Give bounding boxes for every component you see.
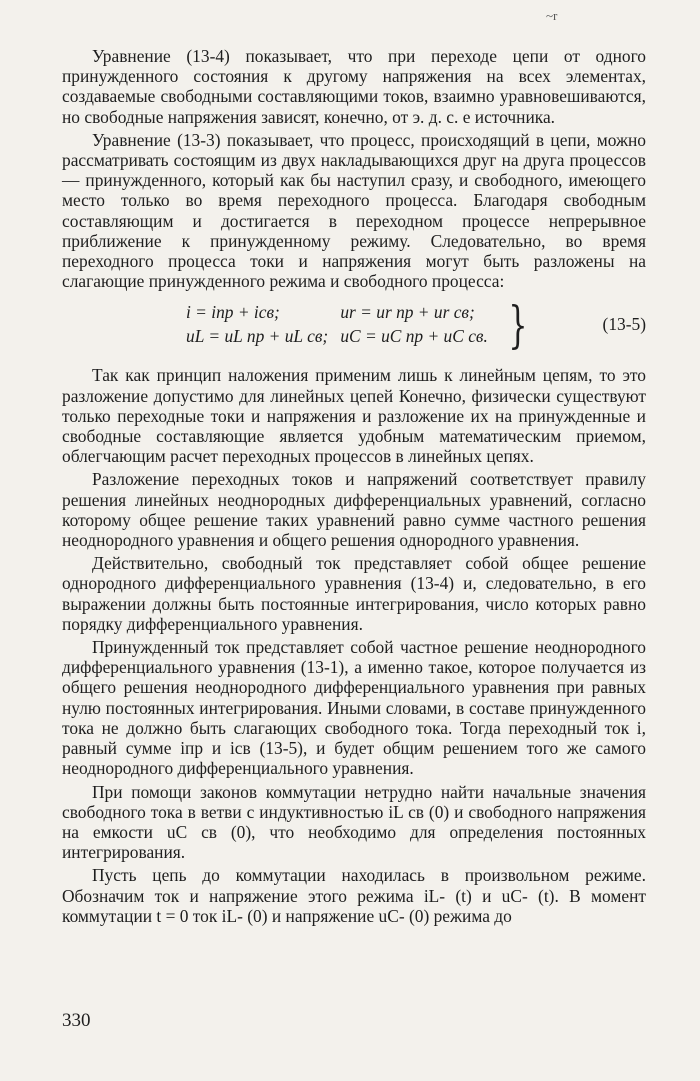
- equation-number: (13-5): [602, 314, 646, 335]
- paragraph: Принужденный ток представляет собой частное решение неоднородного дифференциального уравнения (13-1), а именно такое, которое получается из общего решения неоднородного дифференциального уравнения при равных нулю постоянных интегрирования. Иными словами, в составе принужденного тока не должно быть слагающих свободного тока. Тогда переходный ток i, равный сумме iпр и iсв (13-5), и будет общим решением того же самого неоднородного дифференциального уравнения.: [62, 637, 646, 779]
- equation-line-2: [186, 324, 488, 348]
- equation-13-5: [62, 296, 646, 355]
- equation-lines: [186, 300, 488, 348]
- eq-resistor-voltage: ur = ur пр + ur св;: [340, 302, 475, 323]
- paragraph: Так как принцип наложения применим лишь к линейным цепям, то это разложение допустимо для линейных цепей Конечно, физически существуют только переходные токи и напряжения и разложение их на принужденные и свободные составляющие является удобным математическим приемом, облегчающим расчет переходных процессов в линейных цепях.: [62, 365, 646, 467]
- eq-inductor-voltage: uL = uL пр + uL св;: [186, 326, 329, 347]
- page-number: 330: [62, 1010, 91, 1031]
- eq-current: i = iпр + iсв;: [186, 302, 280, 323]
- paragraph: Уравнение (13-3) показывает, что процесс, происходящий в цепи, можно рассматривать состоящим из двух накладывающихся друг на друга процессов — принужденного, который как бы наступил сразу, и свободного, имеющего место только во время переходного процесса. Благодаря свободным составляющим и достигается в переходном процессе непрерывное приближение к принужденному режиму. Следовательно, во время переходного процесса токи и напряжения могут быть разложены на слагающие принужденного режима и свободного процесса:: [62, 129, 646, 292]
- paragraph: При помощи законов коммутации нетрудно найти начальные значения свободного тока в ветви с индуктивностью iL св (0) и свободного напряжения на емкости uC св (0), что необходимо для определения постоянных интегрирования.: [62, 781, 646, 863]
- corner-mark: ~r: [546, 8, 558, 23]
- paragraph: Действительно, свободный ток представляет собой общее решение однородного дифференциального уравнения (13-4) и, следовательно, в его выражении должны быть постоянные интегрирования, число которых равно порядку дифференциального уравнения.: [62, 553, 646, 634]
- right-brace-icon: }: [508, 296, 528, 355]
- paragraph: Разложение переходных токов и напряжений соответствует правилу решения линейных неоднородных дифференциальных уравнений, согласно которому общее решение таких уравнений равно сумме частного решения неоднородного уравнения и общего решения однородного уравнения.: [62, 469, 646, 551]
- equation-line-1: [186, 300, 488, 324]
- eq-capacitor-voltage: uC = uC пр + uC св.: [340, 326, 488, 347]
- paragraph: Уравнение (13-4) показывает, что при переходе цепи от одного принужденного состояния к другому напряжения на всех элементах, создаваемые свободными составляющими токов, взаимно уравновешиваются, но свободные напряжения зависят, конечно, от э. д. с. e источника.: [62, 46, 646, 127]
- paragraph: Пусть цепь до коммутации находилась в произвольном режиме. Обозначим ток и напряжение этого режима iL- (t) и uC- (t). В момент коммутации t = 0 ток iL- (0) и напряжение uC- (0) режима до: [62, 865, 646, 926]
- body-text: [62, 46, 646, 926]
